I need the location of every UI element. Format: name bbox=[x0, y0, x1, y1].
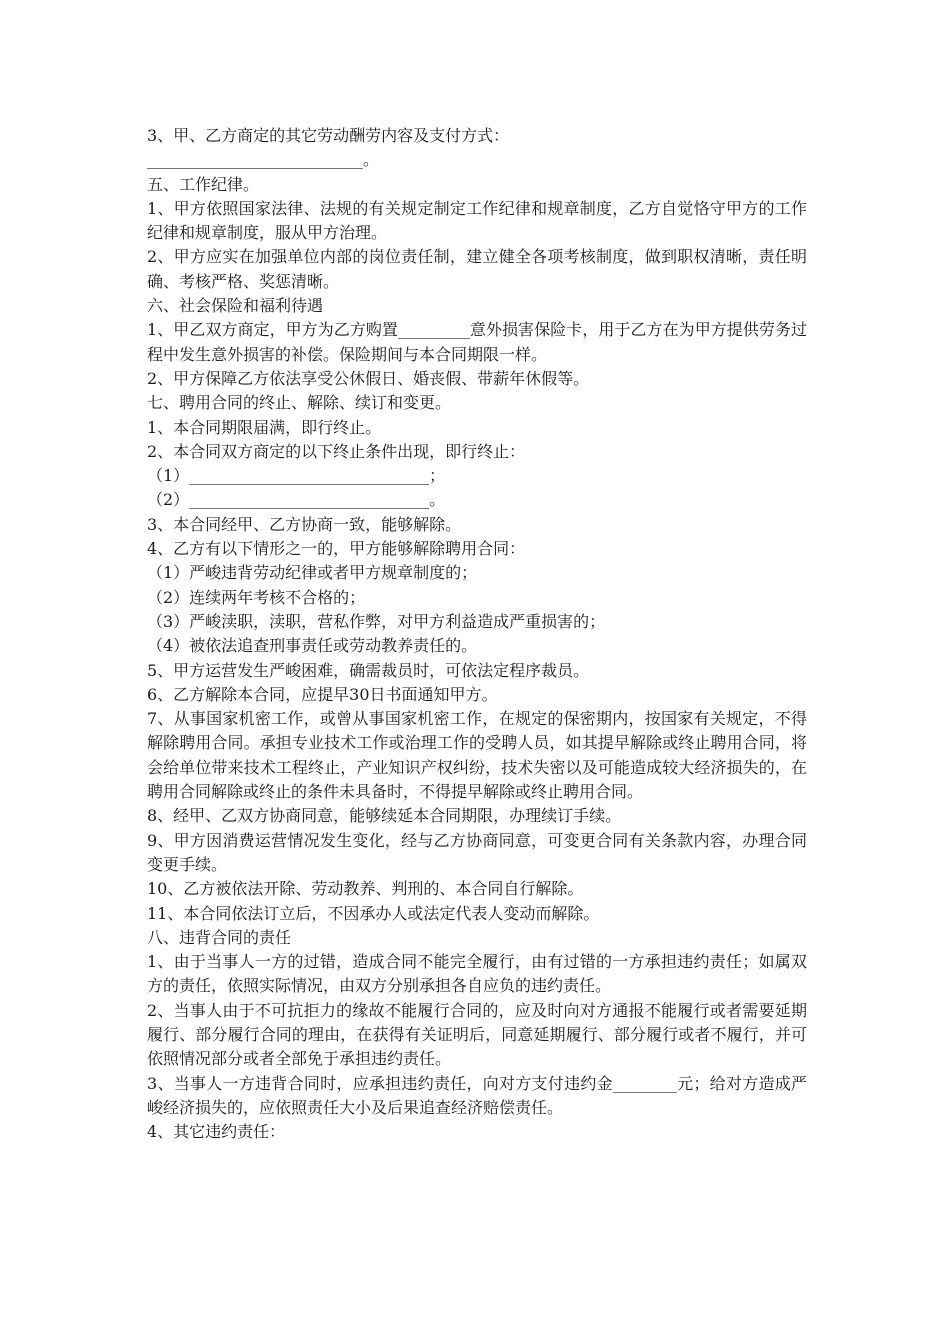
section-heading: 五、工作纪律。 bbox=[147, 174, 260, 194]
paragraph: 2、当事人由于不可抗拒力的缘故不能履行合同的，应及时向对方通报不能履行或者需要延期履行、部分履行合同的理由，在获得有关证明后，同意延期履行、部分履行或者不履行，并可依照情况部分或者全部免于承担违约责任。 bbox=[147, 1000, 807, 1069]
paragraph: ___________________________。 bbox=[147, 150, 380, 170]
paragraph: 1、甲方依照国家法律、法规的有关规定制定工作纪律和规章制度，乙方自觉恪守甲方的工作纪律和规章制度，服从甲方治理。 bbox=[147, 198, 807, 243]
section-heading: 八、违背合同的责任 bbox=[147, 927, 292, 947]
paragraph: 2、甲方保障乙方依法享受公休假日、婚丧假、带薪年休假等。 bbox=[147, 368, 590, 388]
paragraph: 9、甲方因消费运营情况发生变化，经与乙方协商同意，可变更合同有关条款内容，办理合同变更手续。 bbox=[147, 830, 807, 874]
paragraph: 1、甲乙双方商定，甲方为乙方购置_________意外损害保险卡，用于乙方在为甲方提供劳务过程中发生意外损害的补偿。保险期间与本合同期限一样。 bbox=[147, 320, 807, 364]
paragraph: 11、本合同依法订立后，不因承办人或法定代表人变动而解除。 bbox=[147, 903, 600, 923]
paragraph: （2）连续两年考核不合格的； bbox=[147, 587, 366, 607]
paragraph: （1）______________________________； bbox=[147, 466, 446, 486]
paragraph: 5、甲方运营发生严峻困难，确需裁员时，可依法定程序裁员。 bbox=[147, 660, 590, 680]
paragraph: 3、当事人一方违背合同时，应承担违约责任，向对方支付违约金________元；给对方造成严峻经济损失的，应依照责任大小及后果追查经济赔偿责任。 bbox=[147, 1073, 807, 1117]
paragraph: 3、本合同经甲、乙方协商一致，能够解除。 bbox=[147, 514, 462, 534]
paragraph: 1、本合同期限届满，即行终止。 bbox=[147, 417, 382, 437]
paragraph: 2、本合同双方商定的以下终止条件出现，即行终止： bbox=[147, 441, 526, 461]
paragraph: 7、从事国家机密工作，或曾从事国家机密工作，在规定的保密期内，按国家有关规定，不得解除聘用合同。承担专业技术工作或治理工作的受聘人员，如其提早解除或终止聘用合同，将会给单位带来技术工程终止，产业知识产权纠纷，技术失密以及可能造成较大经济损失的，在聘用合同解除或终止的条件未具备时，不得提早解除或终止聘用合同。 bbox=[147, 709, 807, 802]
paragraph: 6、乙方解除本合同，应提早30日书面通知甲方。 bbox=[147, 684, 498, 704]
paragraph: （4）被依法追查刑事责任或劳动教养责任的。 bbox=[147, 636, 478, 656]
section-heading: 七、聘用合同的终止、解除、续订和变更。 bbox=[147, 393, 452, 413]
paragraph: （3）严峻渎职，渎职，营私作弊，对甲方利益造成严重损害的； bbox=[147, 611, 606, 631]
paragraph: （2）______________________________。 bbox=[147, 490, 446, 510]
paragraph: 1、由于当事人一方的过错，造成合同不能完全履行，由有过错的一方承担违约责任；如属双方的责任，依照实际情况，由双方分别承担各自应负的违约责任。 bbox=[147, 952, 807, 996]
paragraph: 10、乙方被依法开除、劳动教养、判刑的、本合同自行解除。 bbox=[147, 879, 584, 899]
paragraph: 3、甲、乙方商定的其它劳动酬劳内容及支付方式： bbox=[147, 126, 510, 145]
section-heading: 六、社会保险和福利待遇 bbox=[147, 296, 324, 316]
paragraph: 2、甲方应实在加强单位内部的岗位责任制，建立健全各项考核制度，做到职权清晰，责任明确、考核严格、奖惩清晰。 bbox=[147, 247, 807, 291]
paragraph: （1）严峻违背劳动纪律或者甲方规章制度的； bbox=[147, 563, 478, 583]
paragraph: 4、乙方有以下情形之一的，甲方能够解除聘用合同： bbox=[147, 539, 526, 559]
paragraph: 4、其它违约责任： bbox=[147, 1122, 286, 1142]
paragraph: 8、经甲、乙双方协商同意，能够续延本合同期限，办理续订手续。 bbox=[147, 806, 622, 826]
contract-page-body bbox=[147, 124, 807, 1144]
